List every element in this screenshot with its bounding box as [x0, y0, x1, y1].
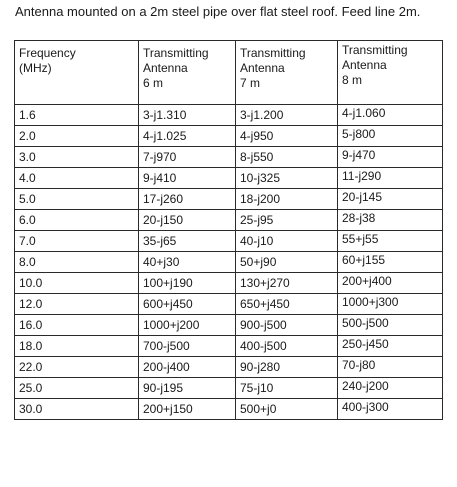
cell-frequency: 6.0 — [15, 210, 139, 231]
cell-antenna-8m: 4-j1.060 — [338, 105, 443, 126]
cell-antenna-6m: 17-j260 — [139, 189, 236, 210]
cell-antenna-6m: 200+j150 — [139, 399, 236, 420]
cell-frequency: 1.6 — [15, 105, 139, 126]
table-row — [15, 231, 443, 252]
cell-antenna-8m: 9-j470 — [338, 147, 443, 168]
header-row — [15, 41, 443, 105]
header-line: Frequency — [19, 46, 76, 60]
table-row — [15, 168, 443, 189]
cell-frequency: 22.0 — [15, 357, 139, 378]
cell-antenna-6m: 1000+j200 — [139, 315, 236, 336]
header-line: Antenna — [143, 61, 188, 75]
table-row — [15, 252, 443, 273]
table-row — [15, 273, 443, 294]
cell-antenna-6m: 90-j195 — [139, 378, 236, 399]
cell-antenna-6m: 700-j500 — [139, 336, 236, 357]
cell-antenna-8m: 200+j400 — [338, 273, 443, 294]
cell-antenna-6m: 100+j190 — [139, 273, 236, 294]
cell-frequency: 10.0 — [15, 273, 139, 294]
cell-antenna-8m: 28-j38 — [338, 210, 443, 231]
table-header — [15, 41, 443, 105]
table-body — [15, 105, 443, 420]
table-row — [15, 357, 443, 378]
cell-frequency: 18.0 — [15, 336, 139, 357]
cell-antenna-6m: 4-j1.025 — [139, 126, 236, 147]
cell-frequency: 16.0 — [15, 315, 139, 336]
cell-antenna-7m: 90-j280 — [236, 357, 338, 378]
cell-antenna-8m: 5-j800 — [338, 126, 443, 147]
header-frequency — [15, 41, 139, 105]
header-line: Transmitting — [240, 46, 306, 60]
cell-frequency: 2.0 — [15, 126, 139, 147]
cell-antenna-7m: 10-j325 — [236, 168, 338, 189]
cell-antenna-6m: 200-j400 — [139, 357, 236, 378]
cell-frequency: 8.0 — [15, 252, 139, 273]
cell-antenna-8m: 20-j145 — [338, 189, 443, 210]
cell-frequency: 7.0 — [15, 231, 139, 252]
cell-antenna-7m: 130+j270 — [236, 273, 338, 294]
cell-antenna-8m: 55+j55 — [338, 231, 443, 252]
header-line: Antenna — [240, 61, 285, 75]
cell-antenna-7m: 25-j95 — [236, 210, 338, 231]
table-row — [15, 210, 443, 231]
cell-antenna-8m: 1000+j300 — [338, 294, 443, 315]
table-row — [15, 336, 443, 357]
table-row — [15, 315, 443, 336]
cell-antenna-6m: 40+j30 — [139, 252, 236, 273]
impedance-table — [14, 40, 443, 420]
cell-antenna-8m: 400-j300 — [338, 399, 443, 420]
cell-antenna-8m: 11-j290 — [338, 168, 443, 189]
header-line: 6 m — [143, 76, 164, 90]
cell-antenna-7m: 650+j450 — [236, 294, 338, 315]
cell-antenna-7m: 18-j200 — [236, 189, 338, 210]
cell-antenna-7m: 4-j950 — [236, 126, 338, 147]
cell-antenna-7m: 75-j10 — [236, 378, 338, 399]
header-line: 7 m — [240, 76, 261, 90]
cell-antenna-7m: 8-j550 — [236, 147, 338, 168]
header-antenna-8m — [338, 41, 443, 105]
header-line: (MHz) — [19, 61, 52, 75]
table-row — [15, 126, 443, 147]
cell-antenna-8m: 60+j155 — [338, 252, 443, 273]
cell-antenna-7m: 40-j10 — [236, 231, 338, 252]
cell-antenna-6m: 35-j65 — [139, 231, 236, 252]
table-row — [15, 378, 443, 399]
cell-antenna-7m: 500+j0 — [236, 399, 338, 420]
cell-antenna-8m: 500-j500 — [338, 315, 443, 336]
cell-frequency: 30.0 — [15, 399, 139, 420]
cell-antenna-7m: 900-j500 — [236, 315, 338, 336]
header-antenna-6m — [139, 41, 236, 105]
table-row — [15, 105, 443, 126]
cell-frequency: 3.0 — [15, 147, 139, 168]
cell-antenna-8m: 240-j200 — [338, 378, 443, 399]
cell-antenna-8m: 250-j450 — [338, 336, 443, 357]
table-row — [15, 399, 443, 420]
cell-antenna-7m: 3-j1.200 — [236, 105, 338, 126]
table-row — [15, 189, 443, 210]
cell-antenna-6m: 3-j1.310 — [139, 105, 236, 126]
cell-antenna-7m: 400-j500 — [236, 336, 338, 357]
cell-antenna-6m: 9-j410 — [139, 168, 236, 189]
cell-antenna-6m: 20-j150 — [139, 210, 236, 231]
header-line: Transmitting — [342, 43, 408, 57]
table-caption: Antenna mounted on a 2m steel pipe over flat steel roof. Feed line 2m. — [15, 4, 421, 19]
cell-frequency: 5.0 — [15, 189, 139, 210]
cell-frequency: 4.0 — [15, 168, 139, 189]
table-row — [15, 294, 443, 315]
header-line: Transmitting — [143, 46, 209, 60]
header-antenna-7m — [236, 41, 338, 105]
cell-frequency: 25.0 — [15, 378, 139, 399]
header-line: 8 m — [342, 73, 363, 87]
header-line: Antenna — [342, 58, 387, 72]
cell-antenna-8m: 70-j80 — [338, 357, 443, 378]
cell-antenna-7m: 50+j90 — [236, 252, 338, 273]
cell-frequency: 12.0 — [15, 294, 139, 315]
table-row — [15, 147, 443, 168]
cell-antenna-6m: 600+j450 — [139, 294, 236, 315]
cell-antenna-6m: 7-j970 — [139, 147, 236, 168]
